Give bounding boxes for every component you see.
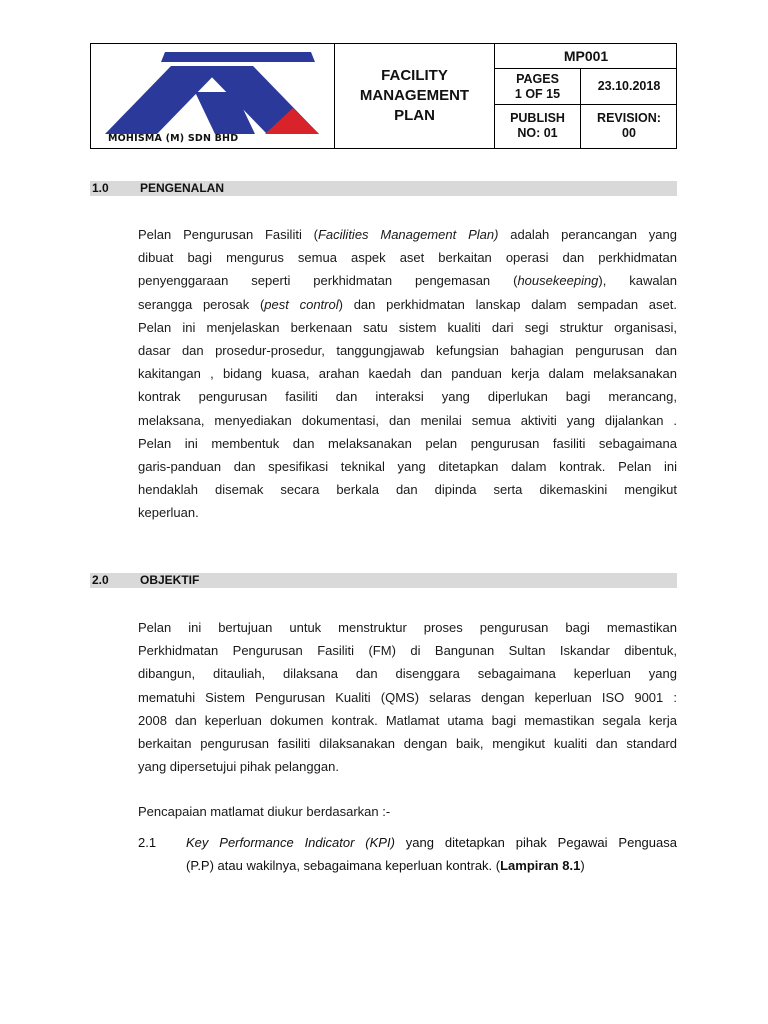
publish-cell	[495, 105, 581, 148]
paragraph-line: melaksana, menyediakan dokumentasi, dan menilai semua aktiviti yang dijalankan .	[138, 412, 677, 428]
section-title: PENGENALAN	[140, 181, 225, 195]
paragraph-line: kakitangan , bidang kuasa, arahan kaedah dan panduan kerja dalam melaksanakan	[138, 366, 677, 382]
pages-label: PAGES	[516, 72, 559, 86]
section-heading-1	[90, 181, 677, 196]
list-item-number: 2.1	[138, 835, 157, 850]
logo-cell	[91, 44, 335, 148]
list-item-line: Key Performance Indicator (KPI) yang ditetapkan pihak Pegawai Penguasa	[186, 835, 677, 850]
objective-paragraph	[138, 616, 677, 778]
document-info	[495, 44, 677, 148]
paragraph-line: Perkhidmatan Pengurusan Fasiliti (FM) di Bangunan Sultan Iskandar dibentuk,	[138, 643, 677, 659]
paragraph-line: kontrak pengurusan fasiliti dan interaksi yang diperlukan bagi merancang,	[138, 389, 677, 405]
paragraph-line: yang dipersetujui pihak pelanggan.	[138, 759, 339, 775]
section-title: OBJEKTIF	[140, 573, 200, 587]
measure-intro: Pencapaian matlamat diukur berdasarkan :-	[138, 804, 391, 819]
paragraph-line: penyenggaraan seperti perkhidmatan pengemasan (housekeeping), kawalan	[138, 273, 678, 289]
company-logo-icon	[105, 52, 319, 134]
paragraph-line: berkaitan pengurusan fasiliti dilaksanakan dengan baik, mengikut kualiti dan standard	[138, 736, 677, 752]
section-heading-2	[90, 573, 677, 588]
paragraph-line: Pelan ini membentuk dan melaksanakan pelan pengurusan fasiliti sebagaimana	[138, 435, 677, 451]
paragraph-line: dasar dan prosedur-prosedur, tanggungjawab kefungsian bahagian pengurusan dan	[138, 343, 677, 359]
title-line-1: FACILITY	[381, 67, 448, 84]
section-number: 1.0	[92, 181, 109, 195]
document-title	[335, 44, 495, 148]
pages-value: 1 OF 15	[514, 87, 561, 101]
paragraph-line: mematuhi Sistem Pengurusan Kualiti (QMS) selaras dengan keperluan ISO 9001 :	[138, 689, 677, 705]
revision-value: 00	[622, 126, 636, 140]
paragraph-line: dibangun, ditauliah, dilaksana dan disenggara sebagaimana keperluan yang	[138, 666, 677, 682]
list-item	[186, 831, 677, 877]
paragraph-line: Pelan ini menjelaskan berkenaan satu sistem kualiti dari segi struktur organisasi,	[138, 319, 677, 335]
revision-label: REVISION:	[597, 111, 661, 125]
revision-cell	[581, 105, 677, 148]
paragraph-line: keperluan.	[138, 505, 199, 521]
list-item-line: (P.P) atau wakilnya, sebagaimana keperluan kontrak. (Lampiran 8.1)	[186, 858, 585, 874]
document-date: 23.10.2018	[597, 79, 661, 93]
publish-label: PUBLISH	[510, 111, 565, 125]
paragraph-line: garis-panduan dan spesifikasi teknikal yang ditetapkan dalam kontrak. Pelan ini	[138, 459, 677, 475]
intro-paragraph	[138, 223, 677, 525]
title-line-3: PLAN	[394, 107, 435, 124]
paragraph-line: 2008 dan keperluan dokumen kontrak. Matlamat utama bagi memastikan segala kerja	[138, 712, 677, 728]
paragraph-line: Pelan Pengurusan Fasiliti (Facilities Management Plan) adalah perancangan yang	[138, 227, 677, 242]
pages-cell	[495, 69, 581, 105]
document-code: MP001	[495, 44, 677, 69]
company-caption: MOHISMA (M) SDN BHD	[108, 133, 239, 144]
paragraph-line: serangga perosak (pest control) dan perkhidmatan lanskap dalam sempadan aset.	[138, 296, 677, 312]
paragraph-line: hendaklah disemak secara berkala dan dipinda serta dikemaskini mengikut	[138, 482, 677, 498]
section-number: 2.0	[92, 573, 109, 587]
paragraph-line: dibuat bagi mengurus semua aspek aset berkaitan operasi dan perkhidmatan	[138, 250, 677, 266]
title-line-2: MANAGEMENT	[359, 87, 470, 104]
date-cell	[581, 69, 677, 105]
publish-value: NO: 01	[517, 126, 558, 140]
document-header	[90, 43, 677, 149]
paragraph-line: Pelan ini bertujuan untuk menstruktur proses pengurusan bagi memastikan	[138, 620, 677, 635]
